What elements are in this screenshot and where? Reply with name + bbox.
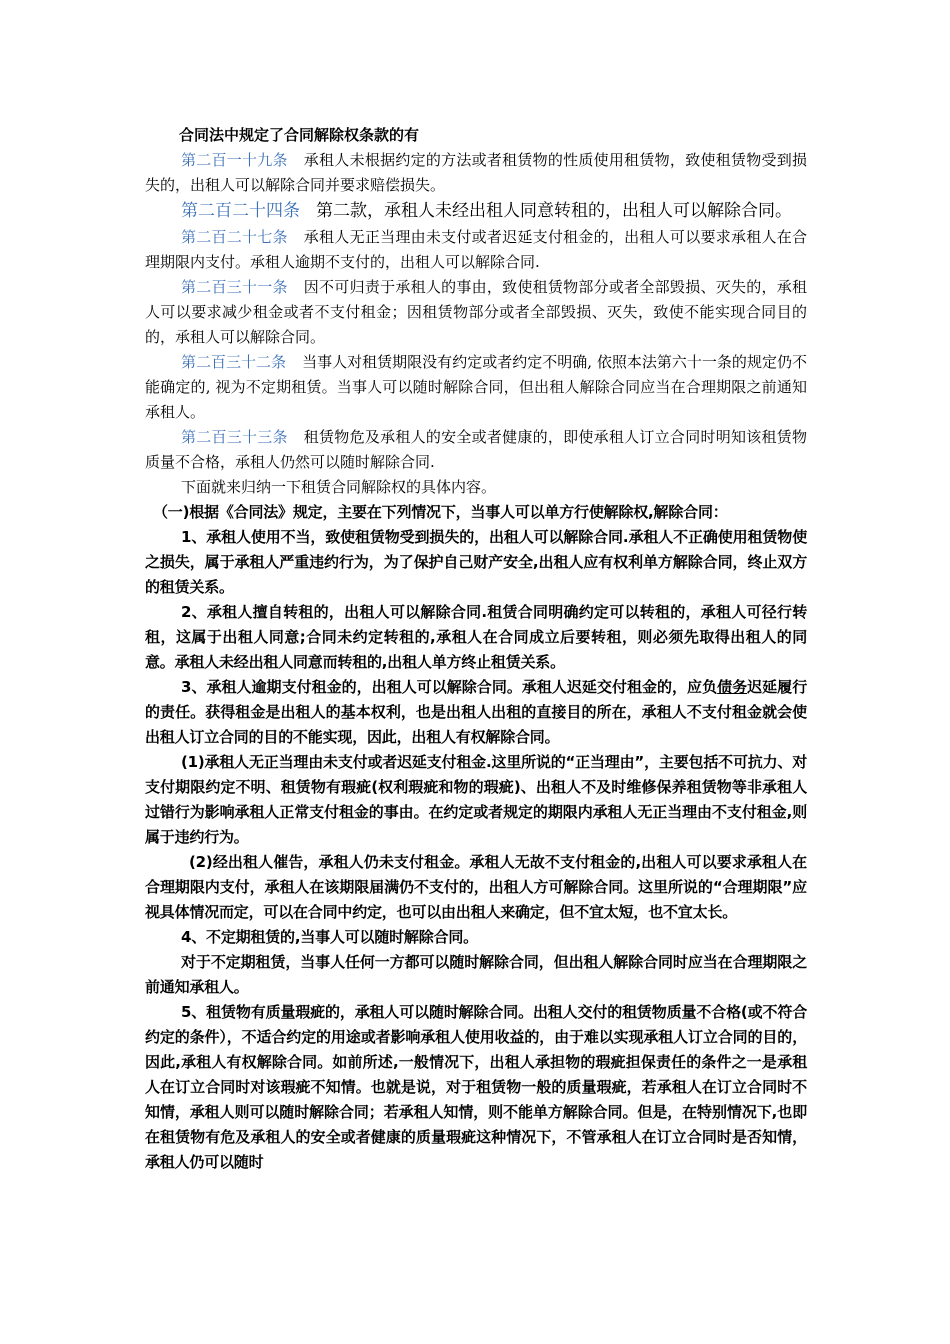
article-text: 承租人无正当理由未支付或者迟延支付租金的，出租人可以要求承租人在合理期限内支付。承租人逾期不支付的，出租人可以解除合同.: [145, 228, 807, 271]
article-text: 租赁物危及承租人的安全或者健康的，即使承租人订立合同时明知该租赁物质量不合格，承租人仍然可以随时解除合同.: [145, 428, 807, 471]
debt-link[interactable]: 债务: [717, 678, 748, 696]
item-3-text: 3、承租人逾期支付租金的，出租人可以解除合同。承租人迟延交付租金的，应负: [181, 678, 718, 696]
article-232: [145, 350, 807, 425]
item-3: [145, 675, 807, 750]
item-1: 1、承租人使用不当，致使租赁物受到损失的，出租人可以解除合同.承租人不正确使用租赁物使之损失，属于承租人严重违约行为，为了保护自己财产安全,出租人应有权利单方解除合同，终止双方的租赁关系。: [145, 528, 807, 596]
section-heading: （一)根据《合同法》规定，主要在下列情况下，当事人可以单方行使解除权,解除合同：: [153, 503, 728, 521]
item-4-detail: 对于不定期租赁，当事人任何一方都可以随时解除合同，但出租人解除合同时应当在合理期限之前通知承租人。: [145, 953, 807, 996]
article-227: [145, 225, 807, 275]
article-231: [145, 275, 807, 350]
article-219: [145, 148, 807, 198]
item-2: 2、承租人擅自转租的，出租人可以解除合同.租赁合同明确约定可以转租的，承租人可径行转租，这属于出租人同意;合同未约定转租的,承租人在合同成立后要转租，则必须先取得出租人的同意。承租人未经出租人同意而转租的,出租人单方终止租赁关系。: [145, 603, 807, 671]
article-224: [145, 198, 807, 225]
article-text: 当事人对租赁期限没有约定或者约定不明确, 依照本法第六十一条的规定仍不能确定的, 视为不定期租赁。当事人可以随时解除合同，但出租人解除合同应当在合理期限之前通知承租人。: [145, 353, 807, 421]
article-text: 因不可归责于承租人的事由，致使租赁物部分或者全部毁损、灭失的，承租人可以要求减少租金或者不支付租金；因租赁物部分或者全部毁损、灭失，致使不能实现合同目的的，承租人可以解除合同。: [145, 278, 807, 346]
article-233: [145, 425, 807, 475]
article-number: 第二百二十七条: [181, 228, 288, 246]
item-5: 5、租赁物有质量瑕疵的，承租人可以随时解除合同。出租人交付的租赁物质量不合格(或不符合约定的条件），不适合约定的用途或者影响承租人使用收益的，由于难以实现承租人订立合同的目的，因此,承租人有权解除合同。如前所述,一般情况下，出租人承担物的瑕疵担保责任的条件之一是承租人在订立合同时对该瑕疵不知情。也就是说，对于租赁物一般的质量瑕疵，若承租人在订立合同时不知情，承租人则可以随时解除合同；若承租人知情，则不能单方解除合同。但是，在特别情况下,也即在租赁物有危及承租人的安全或者健康的质量瑕疵这种情况下，不管承租人在订立合同时是否知情，承租人仍可以随时: [145, 1003, 807, 1171]
document-title: 合同法中规定了合同解除权条款的有: [179, 126, 420, 144]
document-body: [145, 124, 807, 1175]
article-text: 承租人未根据约定的方法或者租赁物的性质使用租赁物，致使租赁物受到损失的，出租人可以解除合同并要求赔偿损失。: [145, 151, 807, 194]
sub-item-1: (1)承租人无正当理由未支付或者迟延支付租金.这里所说的“正当理由”，主要包括不可抗力、对支付期限约定不明、租赁物有瑕疵(权利瑕疵和物的瑕疵)、出租人不及时维修保养租赁物等非承租人过错行为影响承租人正常支付租金的事由。在约定或者规定的期限内承租人无正当理由不支付租金,则属于违约行为。: [145, 753, 807, 846]
sub-item-2: (2)经出租人催告，承租人仍未支付租金。承租人无故不支付租金的,出租人可以要求承租人在合理期限内支付，承租人在该期限届满仍不支付的，出租人方可解除合同。这里所说的“合理期限”应视具体情况而定，可以在合同中约定，也可以由出租人来确定，但不宜太短，也不宜太长。: [145, 853, 807, 921]
article-number: 第二百三十一条: [181, 278, 288, 296]
item-3-text-cont: 迟延履行的责任。获得租金是出租人的基本权利，也是出租人出租的直接目的所在，承租人不支付租金就会使出租人订立合同的目的不能实现，因此，出租人有权解除合同。: [145, 678, 807, 746]
article-number: 第二百三十三条: [181, 428, 288, 446]
article-number: 第二百一十九条: [181, 151, 288, 169]
item-4: 4、不定期租赁的,当事人可以随时解除合同。: [181, 928, 478, 946]
article-text: 第二款，承租人未经出租人同意转租的，出租人可以解除合同。: [316, 201, 792, 221]
article-number: 第二百三十二条: [181, 353, 287, 371]
article-number: 第二百二十四条: [181, 201, 300, 221]
intro-paragraph: 下面就来归纳一下租赁合同解除权的具体内容。: [181, 478, 497, 496]
